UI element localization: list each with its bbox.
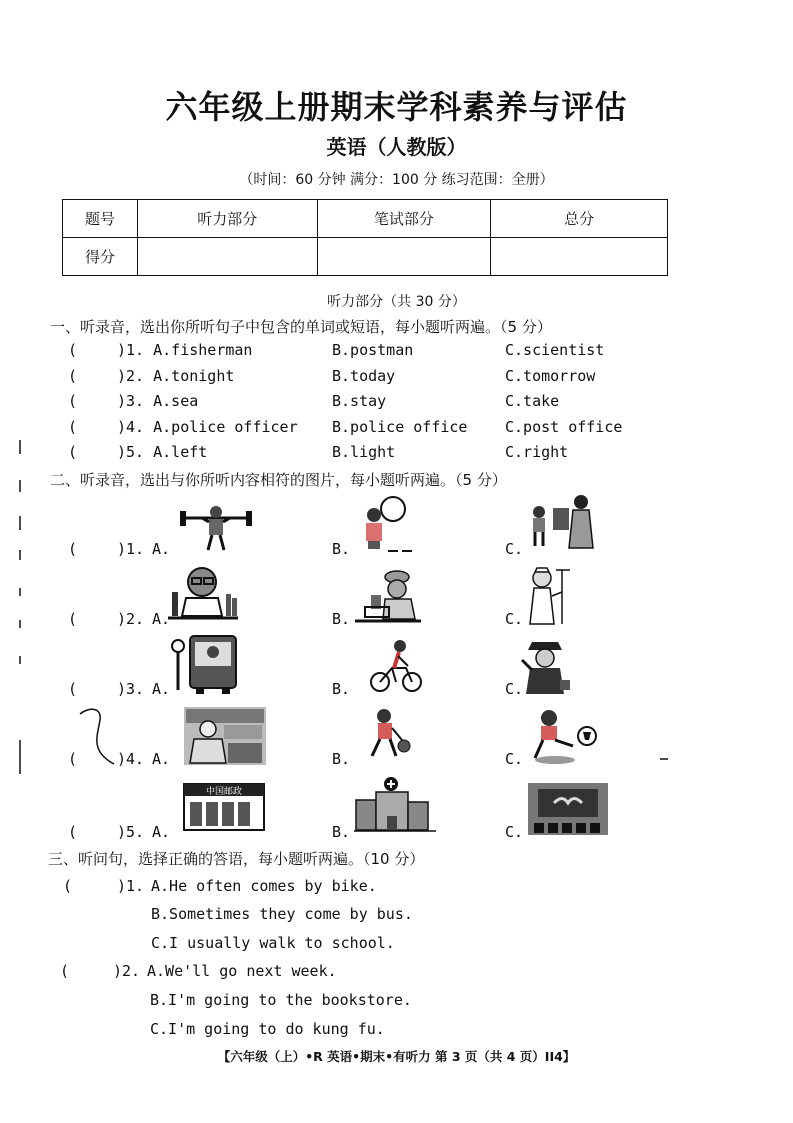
score-table xyxy=(62,199,668,276)
shop-worker-picture[interactable] xyxy=(184,707,266,765)
option-a: )4. A.police officer xyxy=(117,418,298,436)
score-table-score-row xyxy=(63,238,668,276)
score-input-cell[interactable] xyxy=(491,238,668,276)
option-b: B.today xyxy=(332,367,396,385)
listening-heading: 听力部分（共 30 分） xyxy=(327,294,466,310)
bus-driver-picture[interactable] xyxy=(170,632,240,694)
score-input-cell[interactable] xyxy=(317,238,491,276)
nurse-picture[interactable] xyxy=(528,566,574,628)
answer-option-c: C.I usually walk to school. xyxy=(151,934,395,952)
answer-blank[interactable]: ( xyxy=(68,823,78,841)
answer-blank[interactable]: ( xyxy=(68,392,78,410)
option-c-label: C. xyxy=(505,750,524,768)
question-number: )4. xyxy=(117,750,145,768)
option-c-label: C. xyxy=(505,540,524,558)
answer-blank[interactable]: ( xyxy=(68,540,78,558)
scribble-mark xyxy=(76,706,116,768)
hospital-picture[interactable] xyxy=(354,776,436,834)
option-b: B.stay xyxy=(332,392,387,410)
option-a-label: A. xyxy=(152,750,171,768)
answer-option-a: A.We'll go next week. xyxy=(147,962,337,980)
stray-mark xyxy=(660,755,668,763)
option-a: )3. A.sea xyxy=(117,392,199,410)
option-a: )2. A.tonight xyxy=(117,367,235,385)
option-b: B.light xyxy=(332,443,396,461)
answer-option-a: A.He often comes by bike. xyxy=(151,877,377,895)
answer-blank[interactable]: ( xyxy=(68,341,78,359)
score-cell: 得分 xyxy=(63,238,138,276)
cinema-picture[interactable] xyxy=(528,783,608,835)
post-office-picture[interactable] xyxy=(184,782,264,832)
part1-heading: 一、听录音，选出你所听句子中包含的单词或短语，每小题听两遍。（5 分） xyxy=(50,318,552,336)
soccer-player-picture[interactable] xyxy=(525,708,599,766)
option-b-label: B. xyxy=(332,823,351,841)
option-b: B.postman xyxy=(332,341,414,359)
option-c-label: C. xyxy=(505,610,524,628)
score-input-cell[interactable] xyxy=(137,238,317,276)
option-a-label: A. xyxy=(152,680,171,698)
question-number: )3. xyxy=(117,680,145,698)
question-number: )1. xyxy=(117,877,145,895)
score-cell: 总分 xyxy=(491,200,668,238)
option-b: B.police office xyxy=(332,418,468,436)
post-office-sign-text: 中国邮政 xyxy=(205,787,243,797)
answer-blank[interactable]: ( xyxy=(68,610,78,628)
question-number: )5. xyxy=(117,823,145,841)
option-a-label: A. xyxy=(152,823,171,841)
part2-heading: 二、听录音，选出与你所听内容相符的图片，每小题听两遍。（5 分） xyxy=(50,471,507,489)
police-officer-picture[interactable] xyxy=(518,636,574,696)
answer-blank[interactable]: ( xyxy=(68,367,78,385)
answer-blank[interactable]: ( xyxy=(60,962,70,980)
option-a-label: A. xyxy=(152,610,171,628)
part3-heading: 三、听问句，选择正确的答语，每小题听两遍。（10 分） xyxy=(48,850,425,868)
weightlifter-picture[interactable] xyxy=(178,502,254,554)
scientist-microscope-picture[interactable] xyxy=(168,564,238,624)
question-number: )2. xyxy=(113,962,141,980)
answer-blank[interactable]: ( xyxy=(68,443,78,461)
option-b-label: B. xyxy=(332,610,351,628)
answer-blank[interactable]: ( xyxy=(63,877,73,895)
exam-info: （时间：60 分钟 满分：100 分 练习范围：全册） xyxy=(239,172,554,188)
page-footer: 【六年级（上）•R 英语•期末•有听力 第 3 页（共 4 页）II4】 xyxy=(217,1049,576,1064)
scientist-lab-picture[interactable] xyxy=(358,495,416,555)
score-cell: 笔试部分 xyxy=(317,200,491,238)
option-a-label: A. xyxy=(152,540,171,558)
option-a: )1. A.fisherman xyxy=(117,341,253,359)
basketball-player-picture[interactable] xyxy=(368,708,412,764)
binding-margin-marks xyxy=(14,440,28,780)
answer-option-c: C.I'm going to do kung fu. xyxy=(150,1020,385,1038)
option-b-label: B. xyxy=(332,750,351,768)
page-title: 六年级上册期末学科素养与评估 xyxy=(165,88,628,126)
page-subtitle: 英语（人教版） xyxy=(326,135,467,159)
option-a: )5. A.left xyxy=(117,443,208,461)
option-c: C.right xyxy=(505,443,569,461)
answer-blank[interactable]: ( xyxy=(68,750,78,768)
answer-option-b: B.Sometimes they come by bus. xyxy=(151,905,413,923)
option-c: C.post office xyxy=(505,418,623,436)
score-table-header-row xyxy=(63,200,668,238)
score-cell: 听力部分 xyxy=(137,200,317,238)
answer-blank[interactable]: ( xyxy=(68,680,78,698)
tailor-customer-picture[interactable] xyxy=(525,492,600,552)
answer-blank[interactable]: ( xyxy=(68,418,78,436)
option-c: C.tomorrow xyxy=(505,367,596,385)
cyclist-picture[interactable] xyxy=(370,638,422,694)
chef-cooking-picture[interactable] xyxy=(355,569,421,625)
question-number: )2. xyxy=(117,610,145,628)
option-c: C.take xyxy=(505,392,560,410)
answer-option-b: B.I'm going to the bookstore. xyxy=(150,991,412,1009)
question-number: )1. xyxy=(117,540,145,558)
score-cell: 题号 xyxy=(63,200,138,238)
option-c-label: C. xyxy=(505,680,524,698)
option-b-label: B. xyxy=(332,680,351,698)
option-c: C.scientist xyxy=(505,341,605,359)
option-b-label: B. xyxy=(332,540,351,558)
option-c-label: C. xyxy=(505,823,524,841)
